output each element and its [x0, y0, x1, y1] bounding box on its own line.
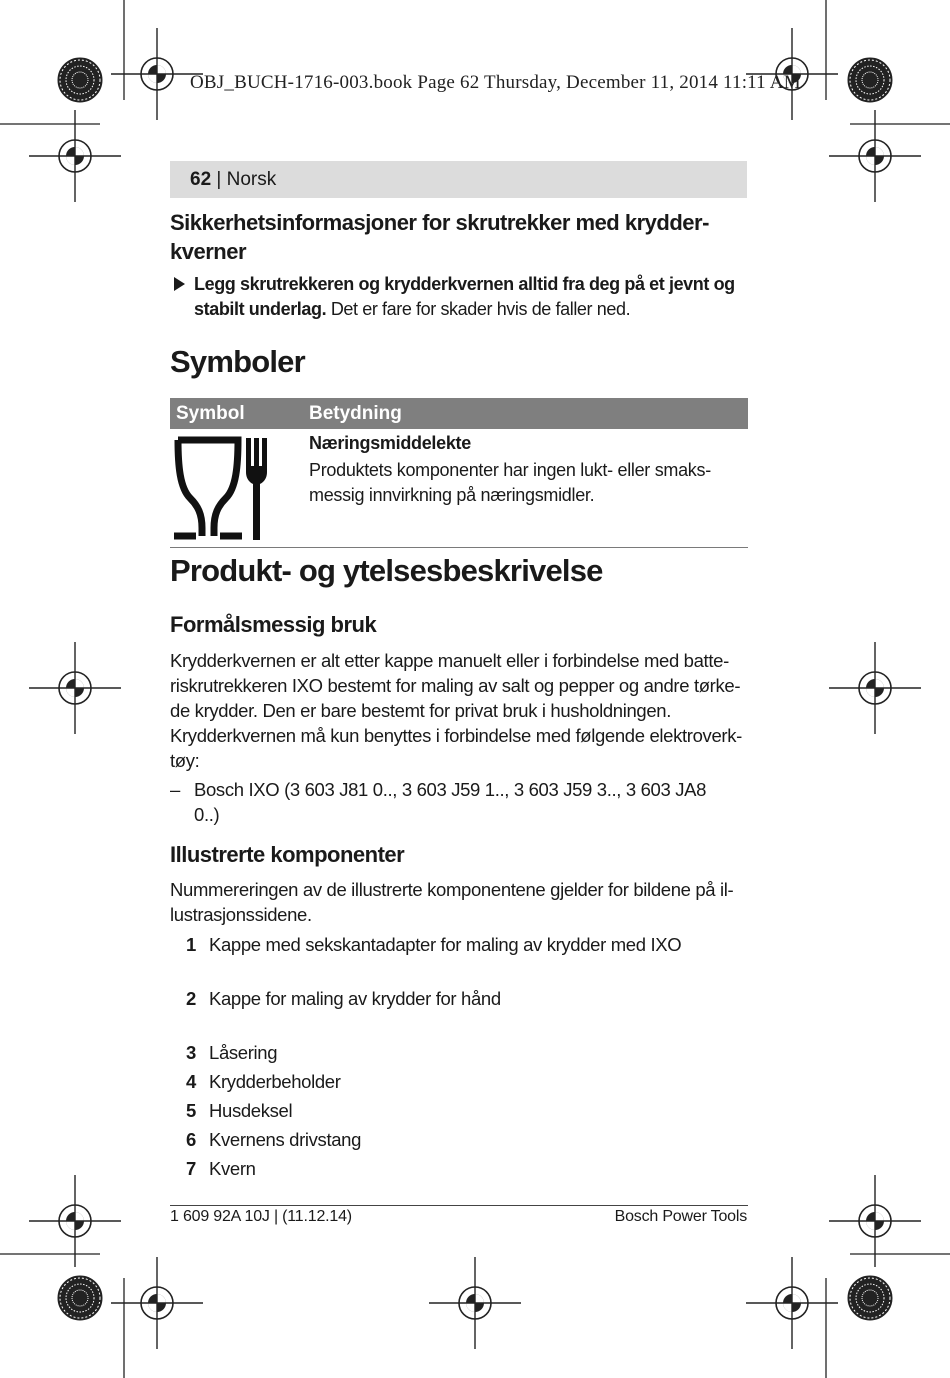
- footer-rule: [170, 1205, 748, 1206]
- component-label: Låsering: [209, 1042, 278, 1063]
- footer-brand: Bosch Power Tools: [614, 1208, 747, 1225]
- page-header-band: [170, 161, 747, 198]
- food-safe-icon: [174, 436, 274, 549]
- table-bottom-rule: [170, 547, 748, 548]
- col-meaning: Betydning: [309, 403, 402, 424]
- col-symbol: Symbol: [176, 403, 245, 424]
- symbol-title: Næringsmiddelekte: [309, 433, 471, 453]
- component-number: 3: [186, 1042, 196, 1063]
- footer-doc-number: 1 609 92A 10J | (11.12.14): [170, 1208, 352, 1225]
- component-number: 7: [186, 1158, 196, 1179]
- symbol-description: Produktets komponenter har ingen lukt- eller smaks-messig innvirkning på næringsmidler.: [309, 460, 711, 505]
- language-label: Norsk: [226, 169, 277, 190]
- components-heading: Illustrerte komponenter: [170, 842, 405, 867]
- book-header: OBJ_BUCH-1716-003.book Page 62 Thursday, December 11, 2014 11:11 AM: [190, 72, 801, 93]
- separator: |: [216, 169, 222, 190]
- component-label: Kappe for maling av krydder for hånd: [209, 988, 501, 1009]
- component-label: Kvern: [209, 1158, 256, 1179]
- tools-list-text: Bosch IXO (3 603 J81 0.., 3 603 J59 1.., 3 603 J59 3.., 3 603 JA8 0..): [194, 779, 707, 825]
- warning-text: Det er fare for skader hvis de faller ned.: [326, 299, 631, 319]
- symbols-heading: Symboler: [170, 344, 305, 379]
- component-number: 1: [186, 934, 196, 955]
- warning-bold: Legg skrutrekkeren og krydderkvernen alltid fra deg på et jevnt og stabilt underlag.: [194, 274, 735, 319]
- component-label: Husdeksel: [209, 1100, 293, 1121]
- component-number: 6: [186, 1129, 196, 1150]
- intended-use-heading: Formålsmessig bruk: [170, 612, 377, 637]
- safety-heading: Sikkerhetsinformasjoner for skrutrekker med krydder-kverner: [170, 210, 709, 264]
- component-number: 2: [186, 988, 196, 1009]
- bullet-triangle-icon: [174, 277, 185, 291]
- product-heading: Produkt- og ytelsesbeskrivelse: [170, 553, 603, 588]
- dash-bullet: –: [170, 779, 180, 800]
- component-label: Krydderbeholder: [209, 1071, 341, 1092]
- component-label: Kvernens drivstang: [209, 1129, 362, 1150]
- component-number: 5: [186, 1100, 196, 1121]
- component-number: 4: [186, 1071, 196, 1092]
- page-number: 62: [190, 169, 212, 190]
- components-intro: Nummereringen av de illustrerte komponentene gjelder for bildene på il-lustrasjonssidene.: [170, 879, 734, 925]
- symbols-table-header: [170, 398, 748, 429]
- intended-use-text: Krydderkvernen er alt etter kappe manuelt eller i forbindelse med batte-riskrutrekkeren IXO bestemt for maling av salt og pepper og andre tørke-de krydder. Den er bare bestemt for privat bruk i husholdningen. Krydderkvernen må kun benyttes i forbindelse med følgende elektroverk-tøy:: [170, 650, 742, 771]
- component-label: Kappe med sekskantadapter for maling av krydder med IXO: [209, 934, 682, 955]
